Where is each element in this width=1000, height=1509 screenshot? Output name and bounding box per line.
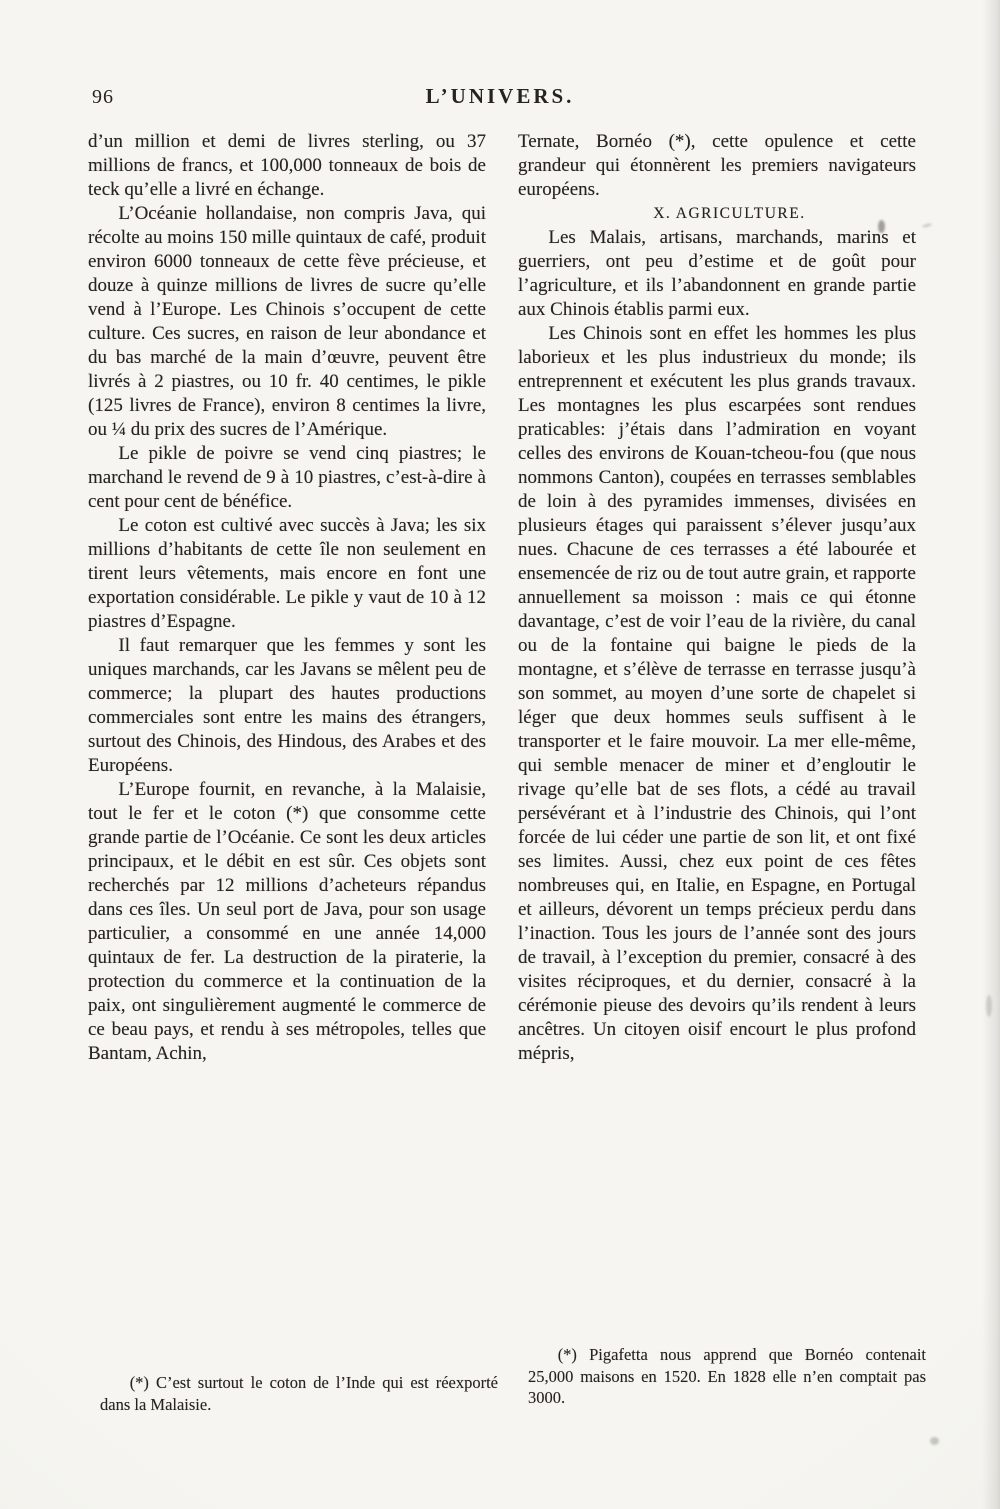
paragraph: Les Malais, artisans, marchands, marins et guerriers, ont peu d’estime et de goût pour l’agriculture, et ils l’abandonnent en grande partie aux Chinois établis parmi eux. [518,227,916,320]
page-number: 96 [92,86,114,108]
text-columns [88,130,916,1066]
scan-artifact [878,220,885,233]
footnote-left: (*) C’est surtout le coton de l’Inde qui est réexporté dans la Malaisie. [100,1373,498,1414]
paragraph: Il faut remarquer que les femmes y sont les uniques marchands, car les Javans se mêlent peu de commerce; la plupart des hautes productions commerciales sont entre les mains des étrangers, surtout des Chinois, des Hindous, des Arabes et des Européens. [88,635,486,776]
scan-artifact [930,1437,939,1445]
scan-artifact [922,223,932,228]
paragraph: Le pikle de poivre se vend cinq piastres; le marchand le revend de 9 à 10 piastres, c’est-à-dire à cent pour cent de bénéfice. [88,443,486,512]
paragraph: L’Europe fournit, en revanche, à la Malaisie, tout le fer et le coton (*) que consomme cette grande partie de l’Océanie. Ce sont les deux articles principaux, et le débit en est sûr. Ces objets sont recherchés par 12 millions d’acheteurs répandus dans ces îles. Un seul port de Java, pour son usage particulier, a consommé en une année 14,000 quintaux de fer. La destruction de la piraterie, la protection du commerce et la continuation de la paix, ont singulièrement augmenté le commerce de ce beau pays, et rendu à ses métropoles, telles que Bantam, Achin, [88,779,486,1064]
page-edge-shadow [982,0,1000,1509]
section-heading: X. AGRICULTURE. [653,205,806,222]
footnote-right: (*) Pigafetta nous apprend que Bornéo contenait 25,000 maisons en 1520. En 1828 elle n’en comptait pas 3000. [528,1345,926,1407]
paragraph: L’Océanie hollandaise, non compris Java, qui récolte au moins 150 mille quintaux de café, produit environ 6000 tonneaux de cette fève précieuse, et douze à quinze millions de livres de sucre qu’elle vend à l’Europe. Les Chinois s’occupent de cette culture. Ces sucres, en raison de leur abondance et du bas marché de la main d’œuvre, peuvent être livrés à 2 piastres, ou 10 fr. 40 centimes, le pikle (125 livres de France), environ 8 centimes la livre, ou ¼ du prix des sucres de l’Amérique. [88,203,486,440]
paragraph: d’un million et demi de livres sterling, ou 37 millions de francs, et 100,000 tonneaux de bois de teck qu’elle a livré en échange. [88,131,486,200]
left-column [88,130,486,1066]
paragraph: Ternate, Bornéo (*), cette opulence et cette grandeur qui étonnèrent les premiers navigateurs européens. [518,131,916,200]
right-column [518,130,916,1066]
running-title: L’UNIVERS. [425,84,575,108]
paragraph: Les Chinois sont en effet les hommes les plus laborieux et les plus industrieux du monde; ils entreprennent et exécutent les plus grands travaux. Les montagnes les plus escarpées sont rendues praticables: j’étais dans l’admiration en voyant celles des environs de Kouan-tcheou-fou (que nous nommons Canton), coupées en terrasses semblables de loin à des pyramides immenses, divisées en plusieurs étages qui paraissent s’élever jusqu’aux nues. Chacune de ces terrasses a été labourée et ensemencée de riz ou de tout autre grain, et rapporte annuellement sa moisson : mais ce qui étonne davantage, c’est de voir l’eau de la rivière, du canal ou de la fontaine qui baigne le pieds de la montagne, et s’élève de terrasse en terrasse jusqu’à son sommet, au moyen d’une sorte de chapelet si léger que deux hommes seuls suffisent à le transporter et le faire mouvoir. La mer elle-même, qui semble menacer de miner et d’engloutir le rivage qu’elle bat de ses flots, a cédé au travail persévérant et à l’industrie des Chinois, qui l’ont forcée de lui céder une partie de son lit, et ont fixé ses limites. Aussi, chez eux point de ces fêtes nombreuses qui, en Italie, en Espagne, en Portugal et ailleurs, dévorent un temps précieux perdu dans l’inaction. Tous les jours de l’année sont des jours de travail, à l’exception du premier, consacré à des visites réciproques, et du dernier, consacré à la cérémonie pieuse des devoirs qu’ils rendent à leurs ancêtres. Un citoyen oisif encourt le plus profond mépris, [518,323,916,1064]
paragraph: Le coton est cultivé avec succès à Java; les six millions d’habitants de cette île non seulement en tirent leurs vêtements, mais encore en font une exportation considérable. Le pikle y vaut de 10 à 12 piastres d’Espagne. [88,515,486,632]
scan-artifact [986,995,992,1017]
